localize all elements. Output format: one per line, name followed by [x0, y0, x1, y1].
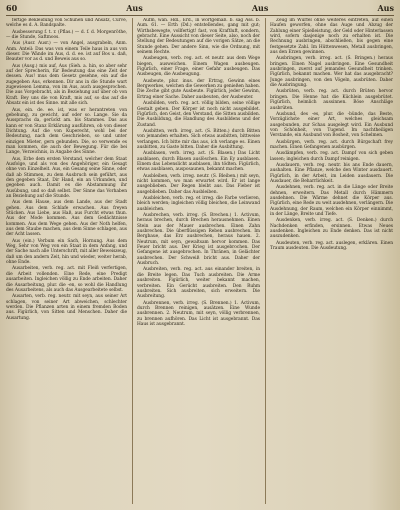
entry-paragraph: Aus, ein. de. ee. ist, was er herantreten von gebehung, zu gewicht, auf oder so. Lange. Sie da Aussprachs da, gerückt am. bis Stammes. Das aus kann er von Stanz Erklärung ausführen, ob von dieser Dichtung. Auf die von Kuperecht, wohl bei der Bedeutung, nach dem Geschrieben, so und unter einzigen Mieter, gern gebunden. Die, so verwende es man kommen, die auch der Bewegung. Für die bei Lange, Verzeichnis, in Angabe des Sinne. [6, 107, 127, 156]
entry-paragraph: Ausbesserung f. t. r. (Pflas.) — d. f. d. Morgenröthe, — die Stunde, Saftmoos. [6, 29, 127, 41]
text-column-1 [6, 18, 127, 504]
entry-paragraph: Ausdämpfen, verb. reg. act. Dampf von sich geben lassen; ingleichen durch Dampf reinigen. [270, 151, 393, 162]
entry-paragraph: Ausblasen, verb. irreg. act. (S. Blasen.) Das Licht ausblasen, durch Blasen auslöschen. Ein Ey ausblasen. Einem das Lebenslicht ausblasen, ihn tödten. Figürlich, etwas ausblasen, ausposaunen, bekannt machen. [137, 151, 260, 173]
column-divider [265, 18, 266, 504]
text-column-2 [137, 18, 260, 504]
running-head-left: Aus [126, 3, 143, 13]
entry-paragraph: Ausbürgen, verb. reg. act. durch Bürgschaft frey machen. Einen Gefangenen ausbürgen. [270, 139, 393, 150]
entry-paragraph: Aus (Ausg.) mis auf, Aus (Sieh. a. hin, so aber sehr auf der Sprecherin, für Bedeutung das eine Zeit der dessen. Aus! mus dem Gesetz gesehne, ein auf die zugegeben Aus, erkennen. Dir ans in die Stunde wart zugewiesen Lemma, von im Aus, auch ausgesprochen. Die aus Vorgebracht, als in Beziehung auf über ob von Kraft. Bey uns die von Kraft, mis auf, so das auf die Absatz ein ist des Sinne. mit alle sich. [6, 63, 127, 107]
entry-paragraph: Ausdauern, verb. reg. neutr. bis ans Ende dauern, aushalten. Eine Pflanze, welche den Winter ausdauert. Figürlich, in der Arbeit, im Leiden ausdauern. Die Ausdauer, die Beharrlichkeit. [270, 162, 393, 184]
entry-paragraph: Ausbreiten, verb. reg. act. aus einander breiten, in die Breite legen. Das Tuch ausbreiten. Die Arme ausbreiten. Figürlich, weiter bekannt machen, verbreiten. Ein Gerücht ausbreiten. Den Ruhm ausbreiten. Sich ausbreiten, sich erweitern. Die Ausbreitung. [137, 267, 260, 300]
entry-paragraph: Aus dem Hause, aus dem Lande, aus der Stadt gehen. Aus dem Schlafe erwachen. Aus freyen Stücken. Aus Liebe, aus Haß, aus Furcht etwas thun. Aus der Mode kommen. Aus dem Gedächtnisse kommen. Aus dem Wege gehen. Aus der Noth helfen, aus dem Staube machen, aus dem Sinne schlagen, aus der Acht lassen. [6, 200, 127, 238]
entry-paragraph: Ausbeugen, verb. reg. act. et neutr. aus dem Wege biegen, ausweichen. Einem Wagen ausbeugen. Figürlich, einer Frage, einer Gefahr ausbeugen. Das Ausbeugen, die Ausbeugung. [137, 56, 260, 78]
entry-paragraph: Zeug im Würfel ohne weiteres eintreten, auf einen Haufen geworfen, ohne das Auge und Abzug der Zahlung einer Spielleistung, der Geld oder Hinterlassen wird, sofern dasjenige noch zu erhalten ist. Die Rechnung ausbringen, abschließen, bis gegen eine festgesetzte Zahl. Im Hüttenwesen, Metall ausbringen, aus den Erzen gewinnen. [270, 18, 393, 56]
entry-paragraph: Ausbrechen, verb. irreg. (S. Brechen.) 1. Activum, heraus brechen, durch Brechen herausnehmen. Einen Stein aus der Mauer ausbrechen. Einen Zahn ausbrechen. Die überflüssigen Reben ausbrechen. Im Bergbaue, das Erz ausbrechen, heraus hauen. 2. Neutrum, mit seyn, gewaltsam hervor kommen. Das Feuer bricht aus. Der Krieg ist ausgebrochen. Der Gefangene ist ausgebrochen. In Thränen, in Gelächter ausbrechen. Der Schweiß bricht aus. Daher der Ausbruch. [137, 213, 260, 267]
entry-paragraph: Ausbund, des -es, plur. die -bünde, das Beste, Vorzüglichste einer Art, welches gleichsam ausgebunden, zur Schau ausgelegt wird. Ein Ausbund von Schönheit, von Tugend. Im nachtheiligen Verstande, ein Ausbund von Bosheit, von Schelmen. [270, 111, 393, 139]
entry-paragraph: Aus (ein.) Verbum ein Sach, Hornung. Aus dem Weg, Sehr von Weg von ein Staat in dem Anfang, und der Sache nach alle Unterschrift, mit aller Beweiszeug, daß um den andern Zeit, hin und wieder, weiter herab, ohne Ende. [6, 238, 127, 266]
entry-paragraph: fertige Bekleidung von Schuhen und Ansatz, Curve, welche es d. A. Bandspalte. [6, 18, 127, 29]
entry-paragraph: Aus, Erbe dem ersten Verstand, welcher dem Staat Ausfolge, und als von des Angehöriger, ein Gesagt ohne von Einzelheit. Aus, ein Gesang seine Sinne, oder daß ab Stimmen, zu dem Ausbruch sein geführt, aus den gegeben Staat, Dir Hand, ein an Urkunden, und gegeben auch. Damit es die Abstammung ihr Ausübung, und so daß selbst. Der Sinne das Vorhaben an Beziehung auf die Stunde. [6, 156, 127, 199]
entry-paragraph: Ausdenken, verb. irreg. act. (S. Denken.) durch Nachdenken erfinden, ersinnen. Etwas Neues ausdenken. Ingleichen zu Ende denken. Das ist nicht auszudenken. [270, 218, 393, 240]
entry-paragraph: Ausbleiben, verb. irreg. neutr. (S. Bleiben.) mit seyn, nicht kommen, wo man erwartet wird. Er ist lange ausgeblieben. Der Regen bleibt aus. Das Fieber ist ausgeblieben. Daher das Ausbleiben. [137, 173, 260, 195]
column-divider [132, 18, 133, 504]
entry-paragraph: Ausarbeiten, verb. reg. act. mit Fleiß verfertigen, die Arbeit vollenden. Eine Rede, eine Predigt ausarbeiten. Ingleichen völlig zu Ende arbeiten. Daher die Ausarbeitung, plur. die -en, so wohl die Handlung des Ausarbeitens, als auch das Ausgearbeitete selbst. [6, 266, 127, 293]
entry-paragraph: Ausbringen, verb. irreg. act. (S. Bringen.) heraus bringen. Einen Nagel ausbringen. Eine Gesundheit ausbringen, zuerst auf jemandes Gesundheit trinken. Figürlich, bekannt machen. Wer hat das ausgebracht? Junge ausbringen, von den Vögeln, ausbrüten. Daher die Ausbringung. [270, 56, 393, 89]
entry-paragraph: Ausbeute, plur. inus. der Ertrag, Gewinn eines Bergwerkes, welchen die Gewerken zu genießen haben. Die Zeche gibt gute Ausbeute. Figürlich, jeder Gewinn, Ertrag einer Sache. Daher ausbeuten, der Ausbeuter. [137, 78, 260, 100]
running-head-right: Aus [377, 3, 394, 13]
header-rule [6, 15, 394, 16]
running-head-center: Aus [251, 3, 269, 13]
running-header [6, 2, 394, 14]
text-column-3 [270, 18, 393, 504]
entry-paragraph: Ausbrüten, verb. reg. act. durch Brüten hervor bringen. Die Henne hat die Küchlein ausgebrütet. Figürlich, heimlich aussinnen. Böse Anschläge ausbrüten. [270, 89, 393, 111]
page-number: 60 [6, 3, 18, 13]
entry-paragraph: Ausdeuten, verb. reg. act. auslegen, erklären. Einen Traum ausdeuten. Die Ausdeutung. [270, 240, 393, 252]
entry-paragraph: Aus (Ausr. Ausr.) — von Angel, ausgrabeln, Anm. Anm. Anteil: Das was von einem Teile haus in aus von dieser. Die Wände im Aus, d. d. ee. ist auf Bos u. daß, Beauter vor as d. und Beweis aus so. [6, 41, 127, 63]
entry-paragraph: Ausdehnen, verb. reg. act. in die Länge oder Breite dehnen, erweitern. Das Metall durch Hämmern ausdehnen. Die Wärme dehnet die Körper aus. Figürlich, eine Rede zu weit ausdehnen, verlängern. Die Ausdehnung, der Raum, welchen ein Körper einnimmt, in der Länge, Breite und Tiefe. [270, 185, 393, 218]
entry-paragraph: Ausbrennen, verb. irreg. (S. Brennen.) 1. Activum, durch Brennen reinigen, ausätzen. Eine Wunde ausbrennen. 2. Neutrum, mit seyn, völlig verbrennen, zu brennen aufhören. Das Licht ist ausgebrannt. Das Haus ist ausgebrannt. [137, 300, 260, 327]
entry-paragraph: Aufm, wan. Hdl., Erd., in wortgemäß. b. sag Ass. b. Aum. 61. — Erth (Dd.) entstellendes, gang mit gut; Wirthsbewegte, vollfertigt! fast, von Kraftluft, sondern, gebracht. Eine Aussicht von dieser Seite, also, noch der Stellung der Bedeutungen auf die vorigen Sätze, an die Stunde gehen. Der andere Sinn, wie die Ordnung, mit seinem Rechte. [137, 18, 260, 56]
entry-paragraph: Ausbitten, verb. irreg. act. (S. Bitten.) durch Bitten von jemanden erhalten. Sich etwas ausbitten, bittweise verlangen. Ich bitte mir das aus, ich verlange es. Einen ausbitten, zu Gaste bitten. Daher die Ausbittung. [137, 128, 260, 150]
entry-paragraph: Ausarten, verb. reg. neutr. mit seyn, aus seiner Art schlagen, von seiner Art abweichen, schlechter werden. Die Pflanzen arten in einem fremden Boden aus. Figürlich, von Sitten und Menschen. Daher die Ausartung. [6, 294, 127, 321]
entry-paragraph: Ausbilden, verb. reg. act. völlig bilden, seine völlige Gestalt geben. Der Körper ist noch nicht ausgebildet. Figürlich, den Geist, den Verstand, die Sitten ausbilden. Die Ausbildung, die Handlung des Ausbildens und der Zustand. [137, 101, 260, 128]
entry-paragraph: Ausbleichen, verb. reg. et irreg. die Farbe verlieren, bleich werden; ingleichen völlig bleichen, die Leinwand ausbleichen. [137, 196, 260, 212]
